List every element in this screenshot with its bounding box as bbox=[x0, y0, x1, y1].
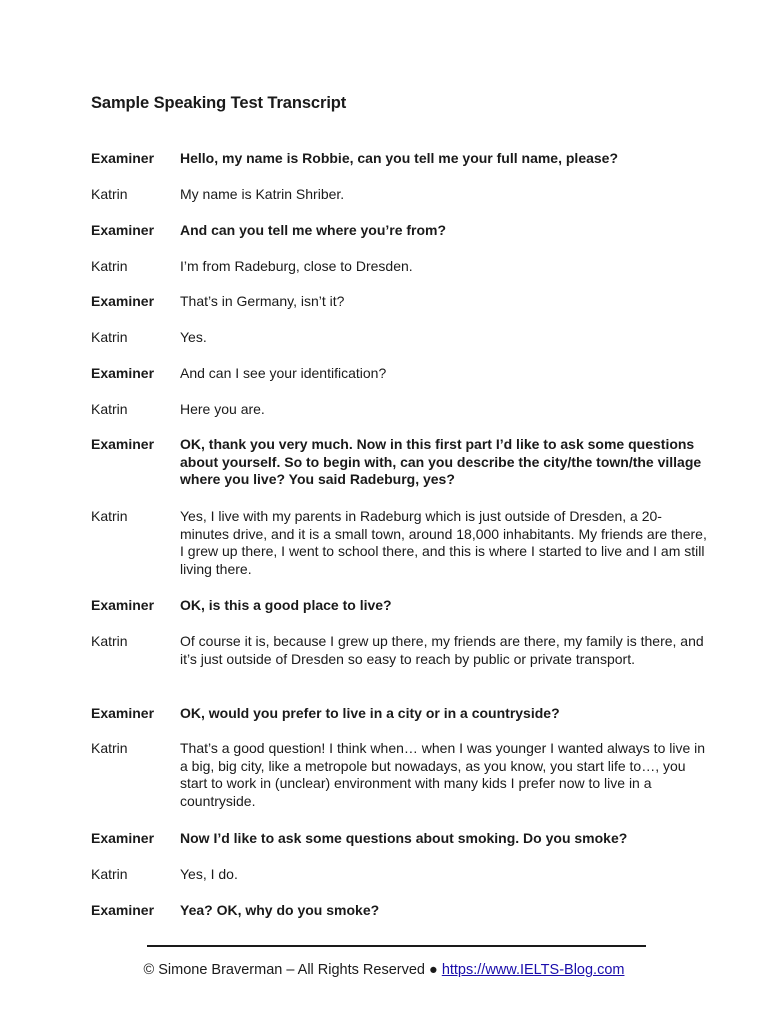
speaker-label: Examiner bbox=[91, 293, 155, 309]
speech-text: Yes. bbox=[180, 329, 207, 345]
speaker-label: Examiner bbox=[91, 830, 155, 846]
speech-text: That’s in Germany, isn’t it? bbox=[180, 293, 345, 309]
speech-text: Yes, I do. bbox=[180, 866, 238, 882]
speech-text: That’s a good question! I think when… when I was younger I wanted always to live in a big, big city, like a metropole but nowadays, as you know, you start life to…, you start to work in (unclear) environment with many kids I prefer now to live in a countryside. bbox=[180, 740, 706, 809]
page-title: Sample Speaking Test Transcript bbox=[91, 94, 347, 112]
speaker-label: Katrin bbox=[91, 866, 128, 882]
website-link[interactable]: https://www.IELTS-Blog.com bbox=[441, 962, 625, 978]
speaker-label: Examiner bbox=[91, 705, 155, 721]
speech-text: Of course it is, because I grew up there, my friends are there, my family is there, and it’s just outside of Dresden so easy to reach by public or private transport. bbox=[180, 633, 704, 667]
speaker-label: Examiner bbox=[91, 365, 155, 381]
speaker-label: Katrin bbox=[91, 329, 128, 345]
copyright-text: © Simone Braverman – All Rights Reserved ● bbox=[143, 962, 442, 978]
speaker-label: Katrin bbox=[91, 508, 128, 524]
speech-text: Yea? OK, why do you smoke? bbox=[180, 902, 380, 918]
speech-text: My name is Katrin Shriber. bbox=[180, 186, 345, 202]
speaker-label: Katrin bbox=[91, 401, 128, 417]
speech-text: OK, would you prefer to live in a city or in a countryside? bbox=[180, 705, 560, 721]
speech-text: And can I see your identification? bbox=[180, 365, 387, 381]
speaker-label: Examiner bbox=[91, 902, 155, 918]
speech-text: OK, is this a good place to live? bbox=[180, 597, 392, 613]
speech-text: Now I’d like to ask some questions about smoking. Do you smoke? bbox=[180, 830, 628, 846]
speaker-label: Katrin bbox=[91, 633, 128, 649]
page-footer bbox=[0, 962, 768, 978]
speech-text: And can you tell me where you’re from? bbox=[180, 222, 447, 238]
speaker-label: Examiner bbox=[91, 436, 155, 452]
speech-text: OK, thank you very much. Now in this first part I’d like to ask some questions about yourself. So to begin with, can you describe the city/the town/the village where you live? You said Radeburg, yes? bbox=[180, 436, 702, 487]
speech-text: I’m from Radeburg, close to Dresden. bbox=[180, 258, 413, 274]
speaker-label: Examiner bbox=[91, 150, 155, 166]
speech-text: Here you are. bbox=[180, 401, 265, 417]
speaker-label: Katrin bbox=[91, 258, 128, 274]
speech-text: Hello, my name is Robbie, can you tell me your full name, please? bbox=[180, 150, 619, 166]
speaker-label: Examiner bbox=[91, 597, 155, 613]
footer-divider bbox=[147, 945, 646, 947]
speaker-label: Katrin bbox=[91, 740, 128, 756]
speaker-label: Katrin bbox=[91, 186, 128, 202]
speaker-label: Examiner bbox=[91, 222, 155, 238]
speech-text: Yes, I live with my parents in Radeburg which is just outside of Dresden, a 20-minutes drive, and it is a small town, around 18,000 inhabitants. My friends are there, I grew up there, I went to school there, and this is where I started to live and I am still living there. bbox=[180, 508, 707, 577]
